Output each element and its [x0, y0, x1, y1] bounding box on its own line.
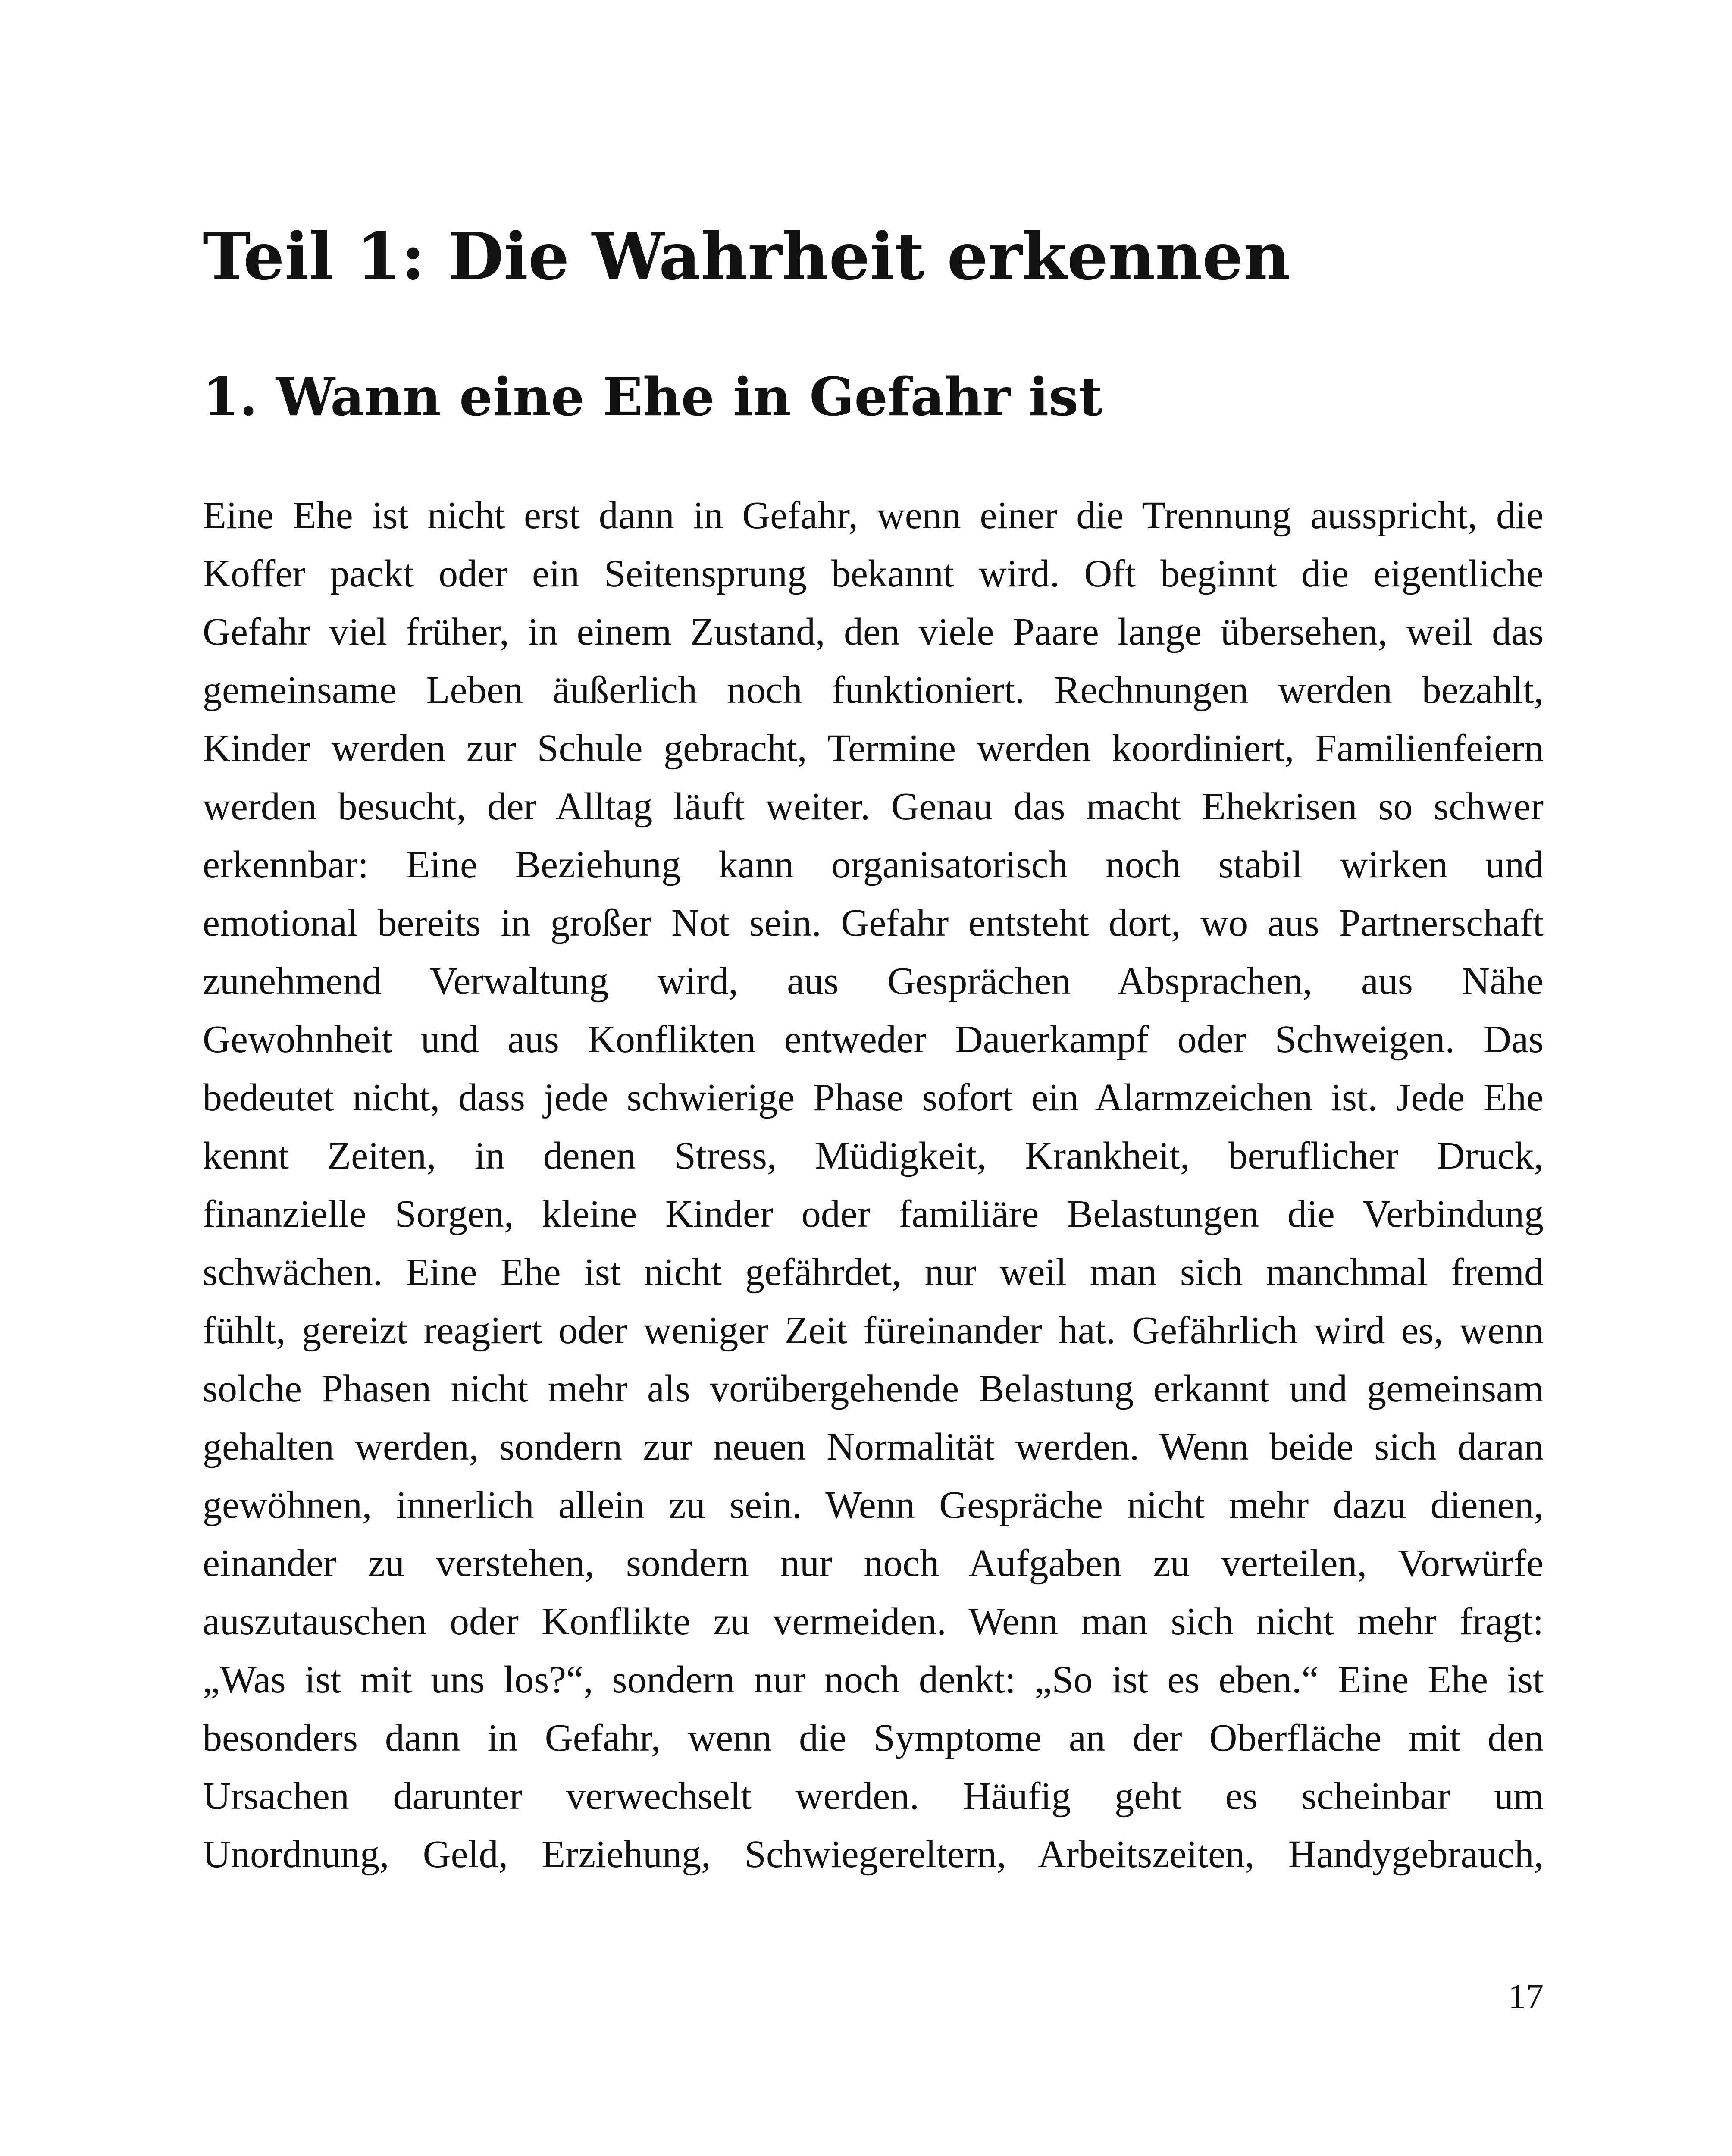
text-line: werden besucht, der Alltag läuft weiter. Genau das macht Ehekrisen so schwer	[203, 785, 1544, 828]
text-line: gehalten werden, sondern zur neuen Normalität werden. Wenn beide sich daran	[203, 1426, 1544, 1468]
chapter-title: 1. Wann eine Ehe in Gefahr ist	[203, 366, 1103, 428]
text-line: besonders dann in Gefahr, wenn die Symptome an der Oberfläche mit den	[203, 1717, 1544, 1759]
text-line: zunehmend Verwaltung wird, aus Gesprächen Absprachen, aus Nähe	[203, 960, 1544, 1003]
text-line: solche Phasen nicht mehr als vorübergehende Belastung erkannt und gemeinsam	[203, 1367, 1544, 1410]
text-line: auszutauschen oder Konflikte zu vermeiden. Wenn man sich nicht mehr fragt:	[203, 1600, 1544, 1643]
text-line: emotional bereits in großer Not sein. Gefahr entsteht dort, wo aus Partnerschaft	[203, 902, 1544, 944]
text-line: „Was ist mit uns los?“, sondern nur noch denkt: „So ist es eben.“ Eine Ehe ist	[203, 1658, 1544, 1701]
text-line: fühlt, gereizt reagiert oder weniger Zeit füreinander hat. Gefährlich wird es, wenn	[203, 1309, 1544, 1352]
text-line: Eine Ehe ist nicht erst dann in Gefahr, wenn einer die Trennung ausspricht, die	[203, 494, 1544, 537]
text-line: kennt Zeiten, in denen Stress, Müdigkeit, Krankheit, beruflicher Druck,	[203, 1134, 1544, 1177]
text-line: Gefahr viel früher, in einem Zustand, den viele Paare lange übersehen, weil das	[203, 611, 1544, 653]
page-number: 17	[1508, 1977, 1544, 2016]
text-line: erkennbar: Eine Beziehung kann organisatorisch noch stabil wirken und	[203, 843, 1544, 886]
text-line: bedeutet nicht, dass jede schwierige Phase sofort ein Alarmzeichen ist. Jede Ehe	[203, 1076, 1544, 1119]
text-line: Ursachen darunter verwechselt werden. Häufig geht es scheinbar um	[203, 1775, 1544, 1818]
text-line: gewöhnen, innerlich allein zu sein. Wenn Gespräche nicht mehr dazu dienen,	[203, 1484, 1544, 1526]
part-title: Teil 1: Die Wahrheit erkennen	[203, 219, 1290, 295]
text-line: Kinder werden zur Schule gebracht, Termine werden koordiniert, Familienfeiern	[203, 727, 1544, 770]
text-line: Koffer packt oder ein Seitensprung bekannt wird. Oft beginnt die eigentliche	[203, 552, 1544, 595]
text-line: Unordnung, Geld, Erziehung, Schwiegereltern, Arbeitszeiten, Handygebrauch,	[203, 1833, 1544, 1876]
text-line: Gewohnheit und aus Konflikten entweder Dauerkampf oder Schweigen. Das	[203, 1018, 1544, 1061]
text-line: einander zu verstehen, sondern nur noch Aufgaben zu verteilen, Vorwürfe	[203, 1542, 1544, 1585]
text-line: finanzielle Sorgen, kleine Kinder oder familiäre Belastungen die Verbindung	[203, 1193, 1544, 1235]
text-line: schwächen. Eine Ehe ist nicht gefährdet, nur weil man sich manchmal fremd	[203, 1251, 1544, 1294]
body-paragraph	[203, 486, 1544, 1883]
text-line: gemeinsame Leben äußerlich noch funktioniert. Rechnungen werden bezahlt,	[203, 669, 1544, 711]
